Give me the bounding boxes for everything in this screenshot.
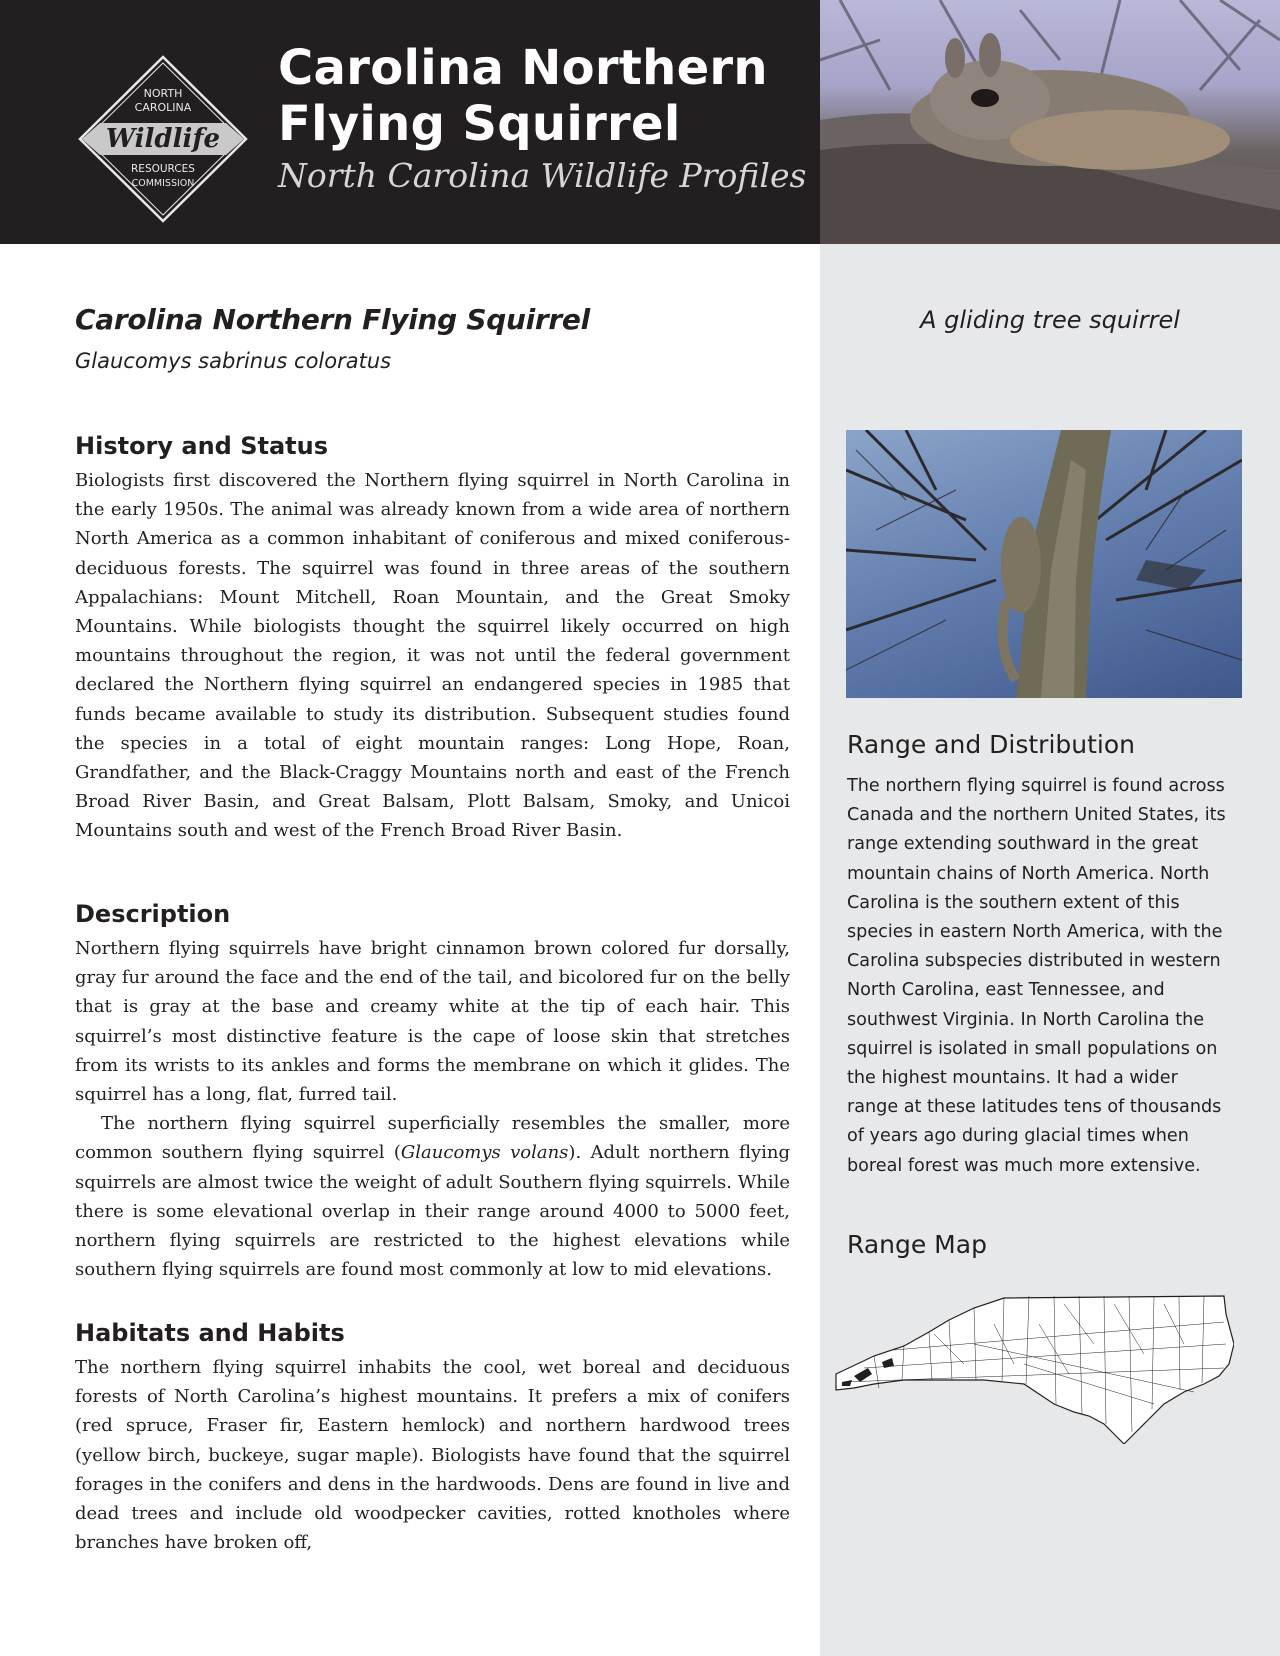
sidebar-tagline: A gliding tree squirrel <box>920 306 1180 334</box>
history-text: Biologists first discovered the Northern flying squirrel in North Carolina in the early 1950s. The animal was already known from a wide area of northern North America as a common inhabitant of coniferous and mixed coniferous-deciduous forests. The squirrel was found in three areas of the southern Appalachians: Mount Mitchell, Roan Mountain, and the Great Smoky Mountains. While biologists thought the squirrel likely occurred on high mountains throughout the region, it was not until the federal government declared the Northern flying squirrel an endangered species in 1985 that funds became available to study its distribution. Subsequent studies found the species in a total of eight mountain ranges: Long Hope, Roan, Grandfather, and the Black-Craggy Mountains north and east of the French Broad River Basin, and Great Balsam, Plott Balsam, Smoky, and Unicoi Mountains south and west of the French Broad River Basin. <box>75 470 790 842</box>
sidebar <box>820 244 1280 1656</box>
habitats-section <box>75 1317 790 1557</box>
squirrel-on-tree-photo <box>846 430 1242 698</box>
description-para-1: Northern flying squirrels have bright cinnamon brown colored fur dorsally, gray fur around the face and the end of the tail, and bicolored fur on the belly that is gray at the base and creamy white at the tip of each hair. This squirrel’s most distinctive feature is the cape of loose skin that stretches from its wrists to its ankles and forms the membrane on which it glides. The squirrel has a long, flat, furred tail. <box>75 938 790 1106</box>
description-para-2 <box>75 1109 790 1284</box>
logo-text-north: NORTH <box>143 87 183 100</box>
description-para-2-end: ). Adult northern flying squirrels are almost twice the weight of adult Southern flying squirrels. While there is some elevational overlap in their range around 4000 to 5000 feet, northern flying squirrels are restricted to the highest elevations while southern flying squirrels are found most commonly at low to mid elevations. <box>75 1142 790 1281</box>
banner-subtitle: North Carolina Wildlife Profiles <box>278 156 807 195</box>
species-title: Carolina Northern Flying Squirrel <box>75 303 590 336</box>
ncwrc-logo <box>78 55 248 223</box>
logo-text-wildlife: Wildlife <box>105 124 221 154</box>
habitats-heading: Habitats and Habits <box>75 1319 345 1347</box>
logo-text-resources: RESOURCES <box>131 163 195 175</box>
banner-title-line1: Carolina Northern <box>278 40 768 96</box>
logo-text-carolina: CAROLINA <box>134 101 192 114</box>
title-block <box>278 40 806 198</box>
description-heading: Description <box>75 900 231 928</box>
habitats-text: The northern flying squirrel inhabits the cool, wet boreal and deciduous forests of North Carolina’s highest mountains. It prefers a mix of conifers (red spruce, Fraser fir, Eastern hemlock) and northern hardwood trees (yellow birch, buckeye, sugar maple). Biologists have found that the squirrel forages in the conifers and dens in the hardwoods. Dens are found in live and dead trees and include old woodpecker cavities, rotted knotholes where branches have broken off, <box>75 1357 790 1554</box>
nc-range-map <box>834 1284 1234 1444</box>
range-distribution-text: The northern flying squirrel is found across Canada and the northern United States, its range extending southward in the great mountain chains of North America. North Carolina is the southern extent of this species in eastern North America, with the Carolina subspecies distributed in western North Carolina, east Tennessee, and southwest Virginia. In North Carolina the squirrel is isolated in small populations on the highest mountains. It had a wider range at these latitudes tens of thousands of years ago during glacial times when boreal forest was much more extensive. <box>847 776 1226 1176</box>
range-map-heading: Range Map <box>847 1230 987 1259</box>
banner-title-line2: Flying Squirrel <box>278 96 681 152</box>
scientific-name: Glaucomys sabrinus coloratus <box>75 349 392 373</box>
southern-squirrel-scientific-name: Glaucomys volans <box>400 1142 569 1164</box>
header-squirrel-photo <box>820 0 1280 244</box>
description-section <box>75 898 790 1284</box>
description-para-2-start: The northern flying squirrel superficially resembles the smaller, more common southern flying squirrel ( <box>75 1113 790 1164</box>
logo-text-commission: COMMISSION <box>131 178 195 189</box>
history-heading: History and Status <box>75 432 329 460</box>
range-distribution-heading: Range and Distribution <box>847 730 1136 759</box>
history-section <box>75 430 790 846</box>
main-column <box>75 300 790 1554</box>
